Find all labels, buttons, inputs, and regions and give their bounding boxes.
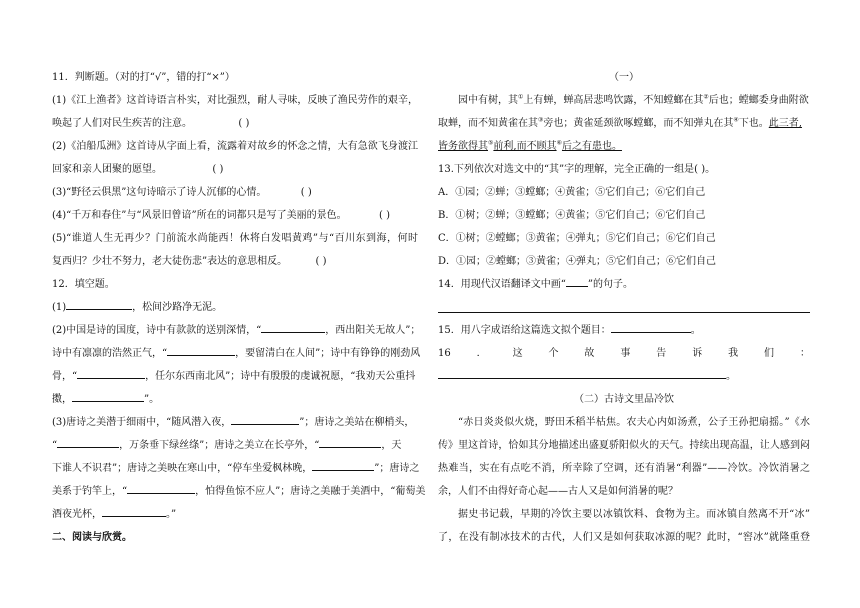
passage-1-line-1-text-a: 园中有树，其	[458, 95, 518, 106]
left-column	[52, 66, 426, 549]
passage-1-line-2	[438, 112, 810, 135]
q16-char: 故	[584, 348, 595, 359]
q12-item-3-line-2-text-a: “	[52, 440, 58, 451]
q12-item-2-line-1-text-a: (2)中国是诗的国度，诗中有款款的送别深情，“	[52, 325, 262, 336]
q12-item-3-line-3	[52, 457, 418, 480]
q12-item-3-line-5-text-b: 。”	[166, 509, 177, 520]
q12-item-2-line-4-text-a: 擞，	[52, 394, 72, 405]
q12-item-1-suffix: ，松间沙路净无泥。	[132, 302, 223, 313]
q16-char: 这	[512, 348, 523, 359]
q13-option-b[interactable]: B．①树；②蝉；③螳螂；④黄雀；⑤它们自己；⑥它们自己	[438, 210, 706, 221]
q16-char: 告	[656, 348, 667, 359]
q11-item-1-text: 唤起了人们对民生疾苦的注意。	[52, 118, 192, 129]
q11-item-3-answer-paren[interactable]: ( )	[300, 187, 312, 198]
passage-1-line-2-text-a: 取蝉，而不知黄雀在其	[438, 118, 538, 129]
passage-1-title: （一）	[609, 72, 639, 83]
passage-1-line-1-text-c: 后也；螳螂委身曲附欲	[708, 95, 809, 106]
q11-item-3-text: (3)“野径云俱黑”这句诗暗示了诗人沉郁的心情。	[52, 187, 267, 198]
q11-item-5-line-2	[52, 250, 418, 273]
q11-item-3	[52, 181, 418, 204]
q15-stem-text: 15．用八字成语给这篇选文拟个题目：	[438, 325, 611, 336]
footnote-mark-5: ⑤	[488, 139, 494, 147]
section-2-heading: 二、阅读与欣赏。	[52, 532, 132, 543]
q12-item-3-line-3-text-b: ”；唐诗之	[374, 463, 420, 474]
q16-char: ：	[799, 348, 810, 359]
q16-char: 事	[620, 348, 631, 359]
q12-item-2-blank-2[interactable]	[167, 343, 235, 356]
q11-item-5-answer-paren[interactable]: ( )	[315, 256, 327, 267]
q12-item-3-blank-2[interactable]	[57, 435, 119, 448]
q12-item-3-blank-5[interactable]	[127, 481, 195, 494]
q14-stem-text-a: 14．用现代汉语翻译文中画“	[438, 279, 566, 290]
q12-item-1	[52, 296, 418, 319]
q14-stem-text-b: ”的句子。	[587, 279, 633, 290]
q11-item-1-answer-paren[interactable]: ( )	[238, 118, 250, 129]
q16-char: ．	[476, 348, 487, 359]
q12-item-3-line-5	[52, 503, 418, 526]
q12-item-3-blank-4[interactable]	[312, 458, 374, 471]
q13-option-d[interactable]: D．①园；②螳螂；③黄雀；④弹丸；⑤它们自己；⑥它们自己	[438, 256, 717, 267]
q16-char: 16	[438, 348, 451, 359]
q12-title: 12．填空题。	[52, 279, 115, 290]
q16-stem	[438, 342, 810, 365]
q12-item-3-line-1-text-b: ”；唐诗之美站在柳梢头，	[299, 417, 415, 428]
q12-item-3-line-2-text-b: ，万条垂下绿丝绦”；唐诗之美立在长亭外，“	[119, 440, 320, 451]
passage-2-line-3: 热难当，实在有点吃不消，所幸除了空调，还有消暑“利器”——冷饮。冷饮消暑之	[438, 463, 810, 474]
q12-item-3-line-4-text-a: 美系于钓竿上，“	[52, 486, 128, 497]
q12-item-1-prefix: (1)	[52, 302, 67, 313]
passage-1-line-2-text-c: 下也。	[738, 118, 769, 129]
q13-stem: 13.下列依次对选文中的“其”字的理解，完全正确的一组是( )。	[438, 164, 716, 175]
q12-item-3-blank-6[interactable]	[102, 504, 166, 517]
q16-char: 诉	[692, 348, 703, 359]
q12-item-3-line-2-text-c: ，天	[381, 440, 402, 451]
right-column	[438, 66, 810, 549]
q11-item-2-answer-paren[interactable]: ( )	[212, 164, 224, 175]
q15-answer-blank[interactable]	[611, 320, 691, 333]
underlined-sentence-part-1: 此三者,	[768, 118, 802, 129]
q12-item-3-line-5-text-a: 酒夜光杯，	[52, 509, 102, 520]
q15-stem	[438, 319, 810, 342]
footnote-mark-6: ⑥	[556, 139, 562, 147]
q11-item-4	[52, 204, 418, 227]
q12-item-3-blank-1[interactable]	[231, 412, 299, 425]
q12-item-3-line-1-text-a: (3)唐诗之美潜于细雨中，“随风潜入夜，	[52, 417, 232, 428]
q16-answer-row	[438, 365, 810, 388]
footnote-mark-3: ③	[538, 116, 544, 124]
underlined-sentence-part-3: 前利,而不顾其	[493, 141, 557, 152]
q12-item-2-blank-1[interactable]	[261, 320, 325, 333]
q12-item-3-line-4	[52, 480, 426, 503]
q11-item-4-text: (4)“千万和春住”与“风景旧曾谙”所在的词都只是写了美丽的景色。	[52, 210, 347, 221]
q12-item-2-line-3-text-a: 骨，“	[52, 371, 78, 382]
q12-item-2-line-3-text-b: ，任尔东西南北风”；诗中有殷殷的虔诚祝愿，“我劝天公重抖	[145, 371, 416, 382]
q16-char: 我	[728, 348, 739, 359]
q14-underline-sample	[566, 274, 588, 287]
q16-char: 个	[548, 348, 559, 359]
passage-2-line-6: 了，在没有制冰技术的古代，人们又是如何获取冰源的呢？此时，“窖冰”就隆重登	[438, 532, 810, 543]
passage-1-line-1-text-b: 上有蝉，蝉高居悲鸣饮露，不知螳螂在其	[523, 95, 704, 106]
q12-item-2-line-2-text-a: 诗中有凛凛的浩然正气，“	[52, 348, 168, 359]
q11-title: 11．判断题。（对的打“√”，错的打“×”）	[52, 72, 235, 83]
footnote-mark-4: ④	[733, 116, 739, 124]
q13-option-a[interactable]: A．①园；②蝉；③螳螂；④黄雀；⑤它们自己；⑥它们自己	[438, 187, 706, 198]
underlined-sentence-part-2: 皆务欲得其	[438, 141, 488, 152]
underlined-sentence-part-4: 后之有患也。	[561, 141, 622, 152]
q12-item-2-line-4	[52, 388, 418, 411]
q12-item-2-line-3	[52, 365, 418, 388]
passage-2-line-2: 传》里这首诗，恰如其分地描述出盛夏骄阳似火的天气。持续出现高温，让人感到闷	[438, 440, 810, 451]
q12-item-3-line-3-text-a: 下谁人不识君”；唐诗之美映在寒山中，“停车坐爱枫林晚，	[52, 463, 313, 474]
q16-end: 。	[726, 371, 736, 382]
passage-2-line-5: 据史书记载，早期的冷饮主要以冰镇饮料、食物为主。而冰镇自然离不开“冰”	[458, 509, 810, 520]
passage-1-line-1	[438, 89, 810, 112]
q14-stem	[438, 273, 810, 296]
q14-answer-line[interactable]	[438, 296, 810, 319]
q12-item-3-line-1	[52, 411, 418, 434]
q13-option-c[interactable]: C．①树；②螳螂；③黄雀；④弹丸；⑤它们自己；⑥它们自己	[438, 233, 716, 244]
q11-item-1-line-2	[52, 112, 418, 135]
q11-item-1-line-1: (1)《江上渔者》这首诗语言朴实，对比强烈，耐人寻味，反映了渔民劳作的艰辛，	[52, 95, 418, 106]
q16-answer-line[interactable]	[438, 366, 726, 379]
q12-item-2-line-2-text-b: ，要留清白在人间”；诗中有铮铮的刚劲风	[235, 348, 421, 359]
q12-item-2-blank-3[interactable]	[77, 366, 145, 379]
passage-1-line-3	[438, 135, 810, 158]
q11-item-2-line-1: (2)《泊船瓜洲》这首诗从字面上看，流露着对故乡的怀念之情，大有急欲飞身渡江	[52, 141, 418, 152]
footnote-mark-1: ①	[518, 93, 524, 101]
q15-stem-end: 。	[690, 325, 701, 336]
q11-item-5-text: 复西归？少壮不努力，老大徒伤悲”表达的意思相反。	[52, 256, 288, 267]
q11-item-2-line-2	[52, 158, 418, 181]
q11-item-4-answer-paren[interactable]: ( )	[379, 210, 390, 221]
footnote-mark-2: ②	[703, 93, 709, 101]
passage-2-title: （二）古诗文里品冷饮	[574, 394, 674, 405]
q11-item-2-text: 回家和亲人团聚的愿望。	[52, 164, 162, 175]
q12-item-2-line-1	[52, 319, 421, 342]
q12-item-3-blank-3[interactable]	[319, 435, 381, 448]
q16-char: 们	[764, 348, 775, 359]
passage-2-line-4: 余，人们不由得好奇心起——古人又是如何消暑的呢？	[438, 486, 678, 497]
passage-2-line-1: “赤日炎炎似火烧，野田禾稻半枯焦。农夫心内如汤煮，公子王孙把扇摇。”《水	[458, 417, 810, 428]
q12-item-2-line-4-text-b: ”。	[144, 394, 160, 405]
passage-1-line-2-text-b: 旁也；黄雀延颈欲啄螳螂，而不知弹丸在其	[543, 118, 734, 129]
q12-item-1-blank[interactable]	[66, 297, 132, 310]
q12-item-2-line-2	[52, 342, 421, 365]
q12-item-3-line-4-text-b: ，怕得鱼惊不应人”；唐诗之美融于美酒中，“葡萄美	[195, 486, 426, 497]
q12-item-2-line-1-text-b: ，西出阳关无故人”；	[325, 325, 421, 336]
q11-item-5-line-1: (5)“谁道人生无再少？门前流水尚能西！休将白发唱黄鸡”与“百川东到海，何时	[52, 233, 418, 244]
q12-item-3-line-2	[52, 434, 418, 457]
q12-item-2-blank-4[interactable]	[72, 389, 144, 402]
